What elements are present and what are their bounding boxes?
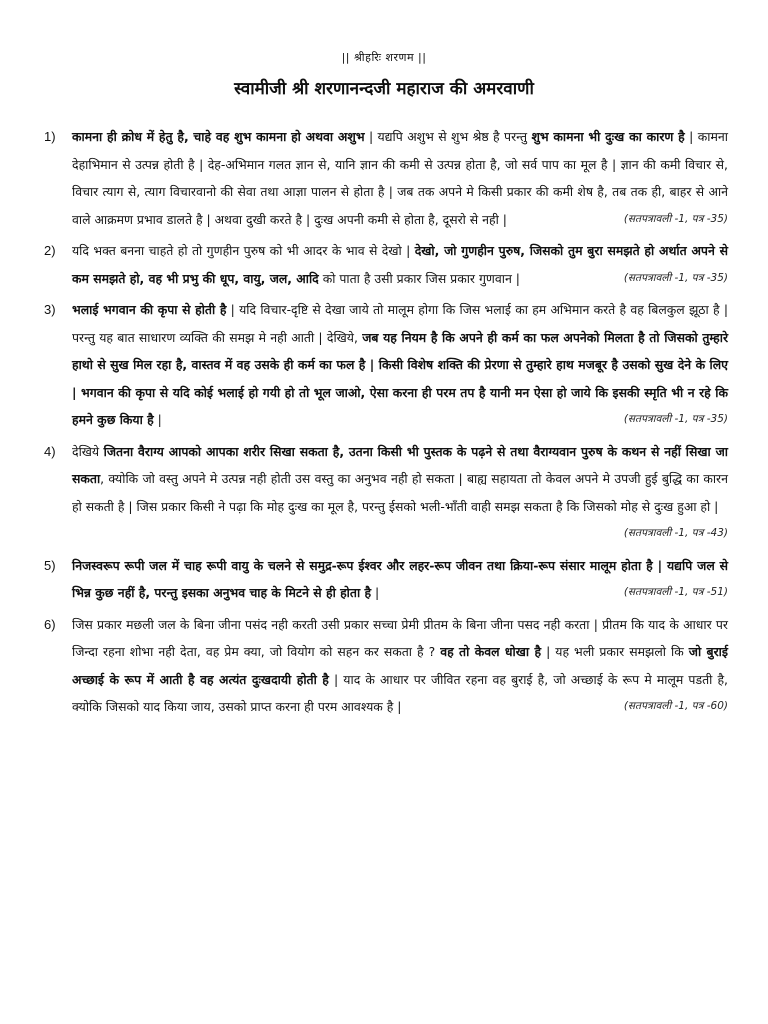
quote-emphasis: कामना ही क्रोध में हेतु है, चाहे वह शुभ कामना हो अथवा अशुभ xyxy=(72,129,365,144)
quote-number: 5) xyxy=(44,557,56,573)
quote-segment: यदि भक्त बनना चाहते हो तो गुणहीन पुरुष को भी आदर के भाव से देखो | xyxy=(72,243,415,258)
source-citation: (सतपत्रावली -1, पत्र -51) xyxy=(623,586,728,598)
quote-list xyxy=(44,123,728,725)
quote-item xyxy=(44,438,728,548)
quote-text xyxy=(72,237,728,292)
source-citation: (सतपत्रावली -1, पत्र -35) xyxy=(623,271,728,284)
quote-segment: | यदि विचार-दृष्टि से देखा जाये तो मालूम होगा कि जिस भलाई का हम अभिमान करते है वह बिलकुल झूठा है | परन्तु यह बात साधारण व्यक्ति की समझ मे नही आती | देखिये, xyxy=(72,302,728,345)
quote-item xyxy=(44,552,728,607)
source-citation: (सतपत्रावली -1, पत्र -35) xyxy=(623,413,728,425)
quote-text xyxy=(72,611,728,721)
source-citation: (सतपत्रावली -1, पत्र -60) xyxy=(623,700,728,712)
quote-emphasis: वह तो केवल धोखा है xyxy=(440,644,542,659)
quote-segment: | याद के आधार पर जीवित रहना वह बुराई है, जो अच्छाई के रूप मे मालूम पडती है, क्योकि जिसको याद किया जाय, उसको प्राप्त करना ही परम आवश्यक है | xyxy=(72,671,728,714)
quote-emphasis: जब यह नियम है कि अपने ही कर्म का फल अपनेको मिलता है तो जिसको तुम्हारे हाथो से सुख मिल रहा है, वास्तव में वह उसके ही कर्म का फल है | किसी विशेष शक्ति की प्रेरणा से तुम्हारे हाथ मजबूर है उसको सुख देने के लिए | भगवान की कृपा से यदि कोई भलाई हो गयी हो तो भूल जाओ, ऐसा करना ही परम तप है यानी मन ऐसा हो जाये कि इसकी स्मृति भी न रहे कि हमने कुछ किया है xyxy=(72,329,729,427)
quote-number: 1) xyxy=(44,129,56,144)
source-citation: (सतपत्रावली -1, पत्र -35) xyxy=(623,212,728,225)
quote-number: 4) xyxy=(44,443,56,459)
quote-emphasis: निजस्वरूप रूपी जल में चाह रूपी वायु के चलने से समुद्र-रूप ईश्वर और लहर-रूप जीवन तथा क्रिया-रूप संसार मालूम होता है xyxy=(72,557,653,573)
page-title: स्वामीजी श्री शरणानन्दजी महाराज की अमरवाणी xyxy=(234,79,534,99)
quote-text xyxy=(72,123,728,233)
quote-item xyxy=(44,237,728,292)
quote-emphasis: जितना वैराग्य आपको आपका शरीर सिखा सकता है, उतना किसी भी पुस्तक के पढ़ने से तथा वैराग्यवान पुरुष के कथन से नहीं सिखा जा सकता xyxy=(72,443,728,486)
quote-emphasis: | यद्यपि जल से भिन्न कुछ नहीं है, परन्तु इसका अनुभव चाह के मिटने से ही होता है xyxy=(72,557,728,600)
quote-text xyxy=(72,438,728,548)
quote-number: 6) xyxy=(44,616,56,632)
quote-text xyxy=(72,296,728,434)
quote-text xyxy=(72,552,728,607)
quote-emphasis: भलाई भगवान की कृपा से होती है xyxy=(72,302,227,317)
source-citation: (सतपत्रावली -1, पत्र -43) xyxy=(623,527,728,539)
quote-segment: , क्योकि जो वस्तु अपने मे उत्पन्न नही होती उस वस्तु का अनुभव नही हो सकता | बाह्य सहायता तो केवल अपने मे उपजी हुई बुद्धि का कारन हो सकती है | जिस प्रकार किसी ने पढ़ा कि मोह दुःख का मूल है, परन्तु ईसको भली-भाँती वाही समझ सकता है कि जिसको मोह से दुःख हुआ हो | xyxy=(72,471,728,514)
quote-emphasis: देखो, जो गुणहीन पुरुष, जिसको तुम बुरा समझते हो अर्थात अपने से कम समझते हो, वह भी प्रभु की धूप, वायु, जल, आदि xyxy=(72,243,728,286)
quote-segment: | यद्यपि अशुभ से शुभ श्रेष्ठ है परन्तु xyxy=(364,129,532,144)
quote-emphasis: जो बुराई अच्छाई के रूप में आती है वह अत्यंत दुःखदायी होती है xyxy=(72,644,728,687)
quote-segment: | यह भली प्रकार समझलो कि xyxy=(541,644,689,659)
quote-segment: जिस प्रकार मछली जल के बिना जीना पसंद नही करती उसी प्रकार सच्चा प्रेमी प्रीतम के बिना जीना पसद नही करता | प्रीतम कि याद के आधार पर जिन्दा रहना शोभा नही देता, वह प्रेम क्या, जो वियोग को सहन कर सकता है ? xyxy=(72,616,728,659)
quote-segment: | xyxy=(153,412,162,427)
quote-segment: | xyxy=(371,585,380,600)
quote-number: 2) xyxy=(44,243,56,258)
quote-item xyxy=(44,123,728,233)
quote-item xyxy=(44,296,728,434)
quote-segment: देखिये xyxy=(72,443,104,459)
quote-number: 3) xyxy=(44,302,56,317)
quote-emphasis: शुभ कामना भी दुःख का कारण है xyxy=(531,129,685,144)
header-mantra: || श्रीहरिः शरणम || xyxy=(341,51,427,64)
quote-segment: को पाता है उसी प्रकार जिस प्रकार गुणवान | xyxy=(318,270,520,286)
quote-item xyxy=(44,611,728,721)
quote-segment: | कामना देहाभिमान से उत्पन्न होती है | देह-अभिमान गलत ज्ञान से, यानि ज्ञान की कमी से उत्पन्न होता है, जो सर्व पाप का मूल है | ज्ञान की कमी विचार से, विचार त्याग से, त्याग विचारवानो की सेवा तथा आज्ञा पालन से होता है | जब तक अपने मे किसी प्रकार की कमी शेष है, तब तक ही, बाहर से आने वाले आक्रमण प्रभाव डालते है | अथवा दुखी करते है | दुःख अपनी कमी से होता है, दूसरो से नही | xyxy=(72,129,728,227)
